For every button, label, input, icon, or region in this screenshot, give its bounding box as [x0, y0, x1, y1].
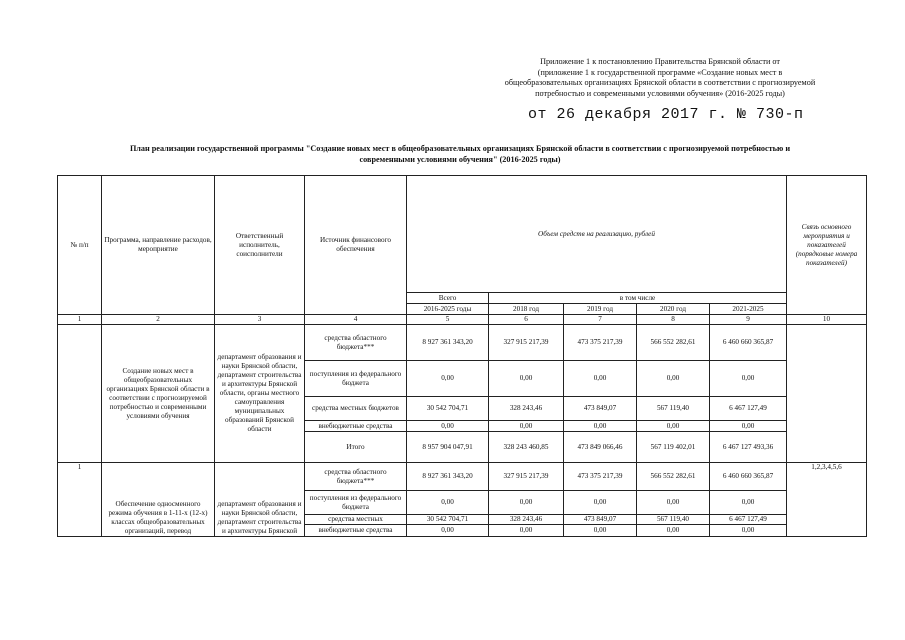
block2-program: Обеспечение односменного режима обучения в 1-11-х (12-х) классах общеобразовательных организаций, перевод: [102, 463, 215, 537]
head-volume: Объем средств на реализацию, рублей: [407, 176, 787, 293]
value-cell: 6 460 660 365,87: [710, 463, 787, 491]
value-cell: 0,00: [564, 421, 637, 432]
title-line-1: План реализации государственной программы "Создание новых мест в общеобразовательных организациях Брянской области в соответствии с прогнозируемой потребностью и: [129, 144, 791, 153]
col-number: 3: [215, 315, 305, 325]
table-row: [58, 463, 867, 491]
value-cell: 567 119,40: [637, 397, 710, 421]
value-cell: 0,00: [710, 361, 787, 397]
col-number: 4: [305, 315, 407, 325]
header-line-3: общеобразовательных организациях Брянской области в соответствии с прогнозируемой: [504, 78, 816, 87]
value-cell: 6 467 127,49: [710, 515, 787, 525]
col-number: 5: [407, 315, 489, 325]
plan-table: [57, 175, 867, 537]
title-line-2: современными условиями обучения" (2016-2025 годы): [359, 155, 561, 164]
value-cell: 473 849,07: [564, 397, 637, 421]
value-cell: 567 119 402,01: [637, 432, 710, 463]
document-title: [60, 143, 860, 165]
value-cell: 6 460 660 365,87: [710, 325, 787, 361]
col-number: 2: [102, 315, 215, 325]
block2-link: 1,2,3,4,5,6: [787, 463, 867, 537]
value-cell: 473 375 217,39: [564, 325, 637, 361]
value-cell: 0,00: [489, 361, 564, 397]
source-cell: поступления из федерального бюджета: [305, 491, 407, 515]
value-cell: 0,00: [710, 491, 787, 515]
source-cell: средства местных бюджетов: [305, 397, 407, 421]
value-cell: 30 542 704,71: [407, 397, 489, 421]
header-line-2: (приложение 1 к государственной программе «Создание новых мест в: [537, 67, 783, 77]
col-number: 10: [787, 315, 867, 325]
head-total-years: 2016-2025 годы: [407, 304, 489, 315]
value-cell: 473 849 066,46: [564, 432, 637, 463]
value-cell: 0,00: [637, 421, 710, 432]
source-cell: средства местных: [305, 515, 407, 525]
col-number: 8: [637, 315, 710, 325]
block2-responsible: департамент образования и науки Брянской области, департамент строительства и архитектуры Брянской: [215, 463, 305, 537]
value-cell: 0,00: [489, 421, 564, 432]
block1-link: [787, 325, 867, 463]
value-cell: 0,00: [407, 421, 489, 432]
col-number: 6: [489, 315, 564, 325]
value-cell: 0,00: [407, 361, 489, 397]
head-total: Всего: [407, 293, 489, 304]
value-cell: 0,00: [489, 525, 564, 537]
source-cell: внебюджетные средства: [305, 525, 407, 537]
value-cell: 473 849,07: [564, 515, 637, 525]
value-cell: 473 375 217,39: [564, 463, 637, 491]
value-cell: 327 915 217,39: [489, 325, 564, 361]
value-cell: 0,00: [564, 361, 637, 397]
source-cell: средства областного бюджета***: [305, 463, 407, 491]
value-cell: 0,00: [637, 525, 710, 537]
col-number: 7: [564, 315, 637, 325]
block1-program: Создание новых мест в общеобразовательных организациях Брянской области в соответствии с прогнозируемой потребностью и современными условиями обучения: [102, 325, 215, 463]
value-cell: 328 243,46: [489, 515, 564, 525]
value-cell: 0,00: [407, 525, 489, 537]
block1-num: [58, 325, 102, 463]
head-2020: 2020 год: [637, 304, 710, 315]
value-cell: 328 243,46: [489, 397, 564, 421]
value-cell: 0,00: [710, 525, 787, 537]
value-cell: 8 957 904 047,91: [407, 432, 489, 463]
col-number: 1: [58, 315, 102, 325]
source-cell: внебюджетные средства: [305, 421, 407, 432]
value-cell: 0,00: [637, 491, 710, 515]
head-2019: 2019 год: [564, 304, 637, 315]
head-link: Связь основного мероприятия и показателей (порядковые номера показателей): [787, 176, 867, 315]
header-line-4: потребностью и современными условиями обучения» (2016-2025 годы): [535, 88, 785, 98]
col-number: 9: [710, 315, 787, 325]
value-cell: 567 119,40: [637, 515, 710, 525]
value-cell: 327 915 217,39: [489, 463, 564, 491]
head-program: Программа, направление расходов, мероприятие: [102, 176, 215, 315]
table-row: [58, 325, 867, 361]
appendix-header: [470, 57, 850, 99]
value-cell: 6 467 127,49: [710, 397, 787, 421]
value-cell: 0,00: [564, 491, 637, 515]
header-line-1: Приложение 1 к постановлению Правительства Брянской области от: [540, 57, 780, 66]
value-cell: 8 927 361 343,20: [407, 463, 489, 491]
value-cell: 566 552 282,61: [637, 463, 710, 491]
value-cell: 0,00: [710, 421, 787, 432]
head-2021: 2021-2025: [710, 304, 787, 315]
decree-stamp: от 26 декабря 2017 г. № 730-п: [528, 106, 804, 123]
block1-responsible: департамент образования и науки Брянской области, департамент строительства и архитектуры Брянской области, органы местного самоуправления муниципальных образований Брянской области: [215, 325, 305, 463]
value-cell: 0,00: [407, 491, 489, 515]
value-cell: 6 467 127 493,36: [710, 432, 787, 463]
block2-num: 1: [58, 463, 102, 537]
value-cell: 0,00: [489, 491, 564, 515]
head-source: Источник финансового обеспечения: [305, 176, 407, 315]
head-num: № п/п: [58, 176, 102, 315]
value-cell: 30 542 704,71: [407, 515, 489, 525]
value-cell: 566 552 282,61: [637, 325, 710, 361]
source-cell: Итого: [305, 432, 407, 463]
source-cell: поступления из федерального бюджета: [305, 361, 407, 397]
value-cell: 0,00: [564, 525, 637, 537]
head-including: в том числе: [489, 293, 787, 304]
head-responsible: Ответственный исполнитель, соисполнители: [215, 176, 305, 315]
value-cell: 8 927 361 343,20: [407, 325, 489, 361]
column-numbers-row: [58, 315, 867, 325]
value-cell: 328 243 460,85: [489, 432, 564, 463]
value-cell: 0,00: [637, 361, 710, 397]
head-2018: 2018 год: [489, 304, 564, 315]
source-cell: средства областного бюджета***: [305, 325, 407, 361]
